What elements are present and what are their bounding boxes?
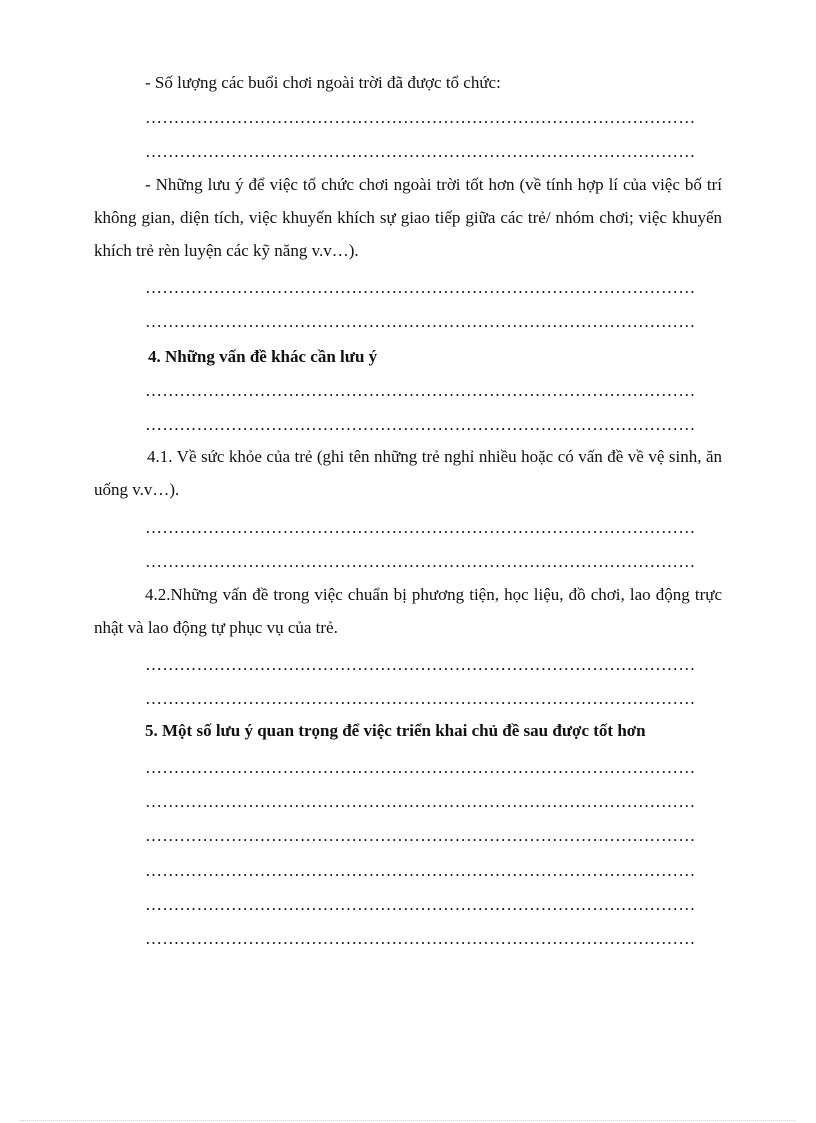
page-bottom-border — [20, 1120, 796, 1121]
fill-line: …………………………………………………………………………………… — [145, 312, 696, 331]
fill-line: …………………………………………………………………………………… — [145, 381, 696, 400]
section-5-heading: 5. Một số lưu ý quan trọng để việc triển khai chủ đề sau được tốt hơn — [145, 721, 646, 740]
fill-line: …………………………………………………………………………………… — [145, 929, 696, 948]
fill-line: …………………………………………………………………………………… — [145, 689, 696, 708]
outdoor-notes-paragraph: - Những lưu ý để việc tổ chức chơi ngoài trời tốt hơn (về tính hợp lí của việc bố trí không gian, diện tích, việc khuyến khích sự giao tiếp giữa các trẻ/ nhóm chơi; việc khuyến khích trẻ rèn luyện các kỹ năng v.v…). — [94, 175, 722, 260]
fill-line: …………………………………………………………………………………… — [145, 108, 696, 127]
section-4-heading: 4. Những vấn đề khác cần lưu ý — [148, 347, 378, 366]
fill-line: …………………………………………………………………………………… — [145, 895, 696, 914]
fill-line: …………………………………………………………………………………… — [145, 655, 696, 674]
fill-line: …………………………………………………………………………………… — [145, 518, 696, 537]
fill-line: …………………………………………………………………………………… — [145, 861, 696, 880]
fill-line: …………………………………………………………………………………… — [145, 552, 696, 571]
fill-line: …………………………………………………………………………………… — [145, 758, 696, 777]
fill-line: …………………………………………………………………………………… — [145, 142, 696, 161]
outdoor-count-label: - Số lượng các buổi chơi ngoài trời đã được tổ chức: — [145, 73, 501, 92]
preparation-paragraph: 4.2.Những vấn đề trong việc chuẩn bị phương tiện, học liệu, đồ chơi, lao động trực nhật và lao động tự phục vụ của trẻ. — [94, 585, 722, 637]
fill-line: …………………………………………………………………………………… — [145, 792, 696, 811]
fill-line: …………………………………………………………………………………… — [145, 415, 696, 434]
health-paragraph: 4.1. Về sức khỏe của trẻ (ghi tên những trẻ nghỉ nhiều hoặc có vấn đề về vệ sinh, ăn uống v.v…). — [94, 447, 722, 499]
fill-line: …………………………………………………………………………………… — [145, 826, 696, 845]
fill-line: …………………………………………………………………………………… — [145, 278, 696, 297]
